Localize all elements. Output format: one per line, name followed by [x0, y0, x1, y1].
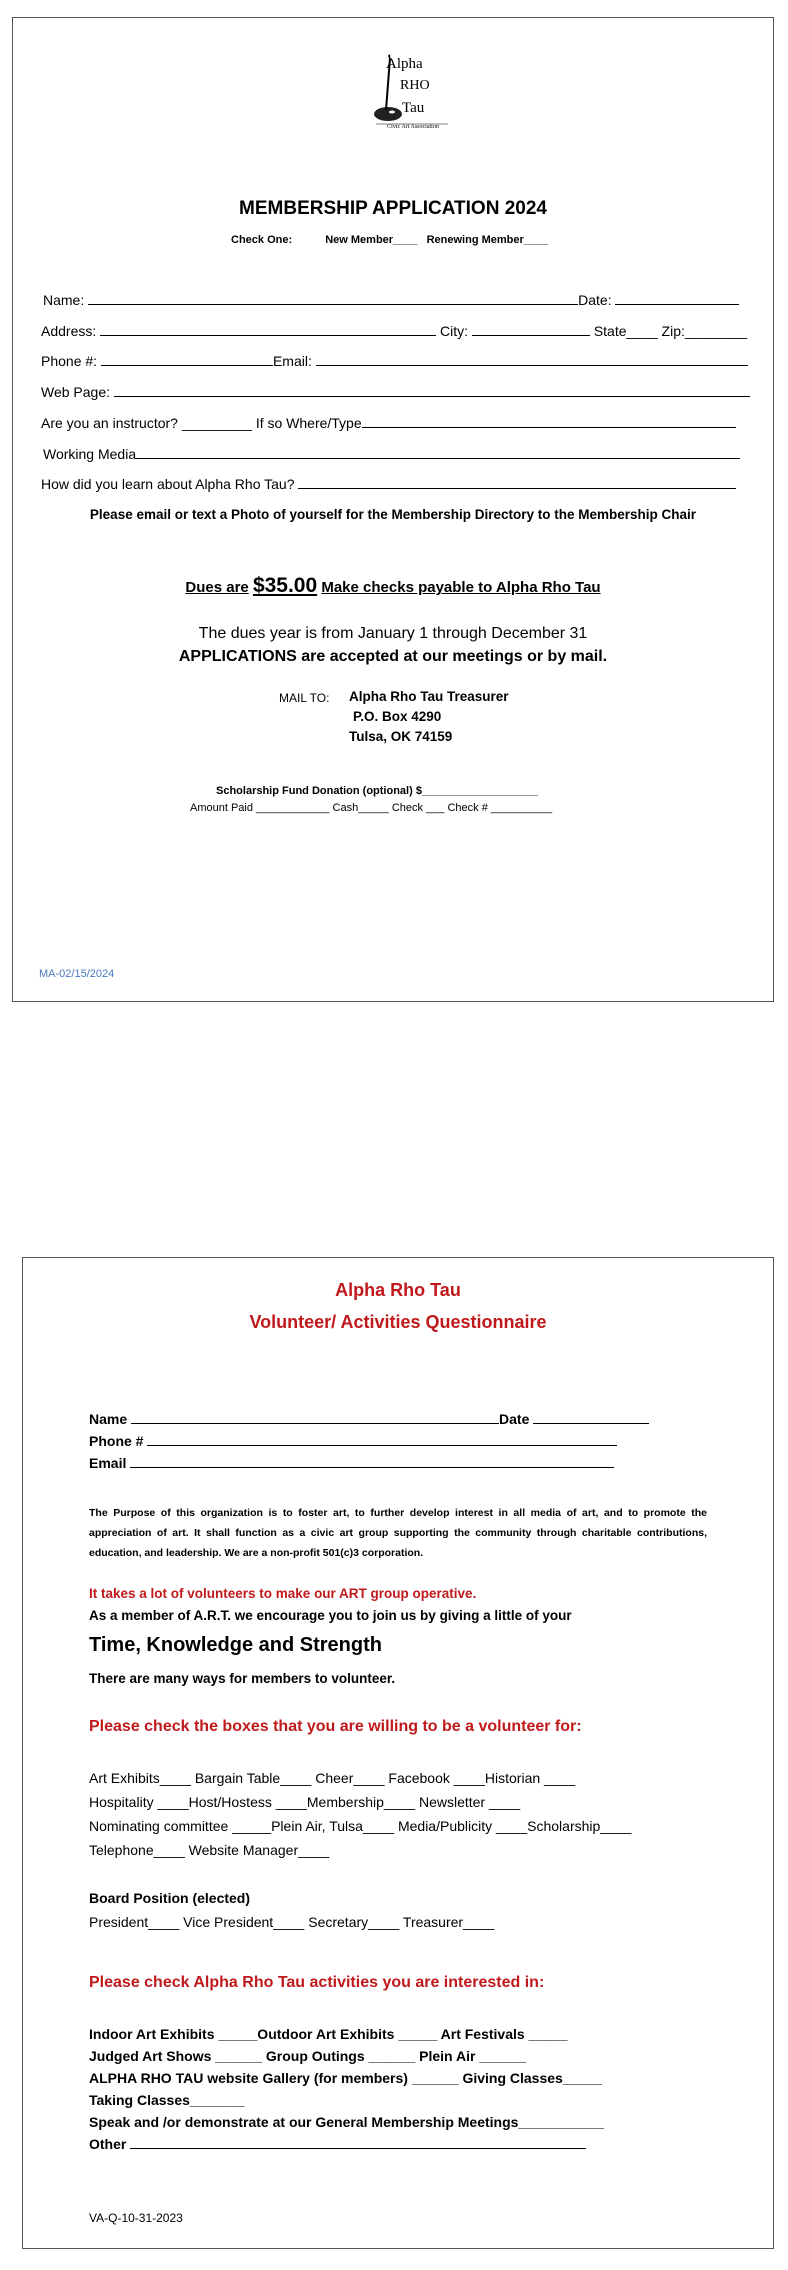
web-page-field[interactable]: [114, 384, 750, 397]
email-field[interactable]: [316, 353, 748, 366]
dues-line: [13, 574, 773, 598]
working-media-field[interactable]: [136, 446, 740, 459]
name-date-row: [43, 292, 749, 308]
check-volunteer-heading: Please check the boxes that you are willing to be a volunteer for:: [89, 1718, 582, 1735]
logo-subtitle: Civic Art Association: [387, 124, 439, 130]
activity-line-5[interactable]: Speak and /or demonstrate at our General Membership Meetings___________: [89, 2114, 605, 2130]
web-page-label: Web Page:: [41, 384, 111, 400]
board-heading: Board Position (elected): [89, 1890, 251, 1906]
logo-alpha: Alpha: [386, 56, 423, 72]
name-label: Name: [89, 1411, 128, 1427]
mail-line-1: Alpha Rho Tau Treasurer: [349, 689, 509, 704]
purpose-statement: The Purpose of this organization is to foster art, to further develop interest in all media of art, and to promote the appreciation of art. It shall function as a civic art group supporting the community through charitable contributions, education, and leadership. We are a non-profit 501(c)3 corporation.: [89, 1507, 707, 1559]
city-field[interactable]: [472, 323, 590, 336]
alpha-rho-tau-logo: [368, 48, 458, 138]
page-title: MEMBERSHIP APPLICATION 2024: [239, 198, 547, 219]
other-field[interactable]: [130, 2136, 586, 2149]
volunteer-line-2[interactable]: Hospitality ____Host/Hostess ____Membership____ Newsletter ____: [89, 1794, 521, 1810]
amount-paid-row[interactable]: Amount Paid ____________ Cash_____ Check ___ Check # __________: [190, 802, 553, 814]
name-date-row: [89, 1411, 707, 1427]
volunteer-call: It takes a lot of volunteers to make our ART group operative.: [89, 1586, 477, 1601]
mail-line-3: Tulsa, OK 74159: [349, 729, 453, 744]
dues-year-note: The dues year is from January 1 through December 31: [198, 625, 588, 642]
form-code: VA-Q-10-31-2023: [89, 2211, 183, 2225]
zip-field[interactable]: Zip:________: [661, 323, 748, 339]
volunteer-line-3[interactable]: Nominating committee _____Plein Air, Tulsa____ Media/Publicity ____Scholarship____: [89, 1818, 632, 1834]
org-name: Alpha Rho Tau: [335, 1280, 461, 1300]
form-code: MA-02/15/2024: [39, 968, 115, 980]
name-field[interactable]: [88, 292, 578, 305]
dues-amount: $35.00: [252, 574, 318, 597]
instructor-label: Are you an instructor? _________ If so Where/Type: [41, 415, 362, 431]
email-field[interactable]: [130, 1455, 614, 1468]
new-member-option[interactable]: New Member____: [325, 234, 418, 246]
questionnaire-title: Volunteer/ Activities Questionnaire: [249, 1312, 547, 1332]
activity-line-1[interactable]: Indoor Art Exhibits _____Outdoor Art Exhibits _____ Art Festivals _____: [89, 2026, 568, 2042]
date-label: Date: [499, 1411, 530, 1427]
name-field[interactable]: [131, 1411, 499, 1424]
logo-rho: RHO: [400, 78, 430, 93]
phone-label: Phone #:: [41, 353, 98, 369]
mail-line-2: P.O. Box 4290: [353, 709, 442, 724]
address-row: [41, 323, 749, 339]
logo-tau: Tau: [402, 100, 425, 116]
email-label: Email:: [272, 353, 312, 369]
volunteer-line-4[interactable]: Telephone____ Website Manager____: [89, 1842, 330, 1858]
phone-field[interactable]: [101, 353, 273, 366]
time-knowledge-strength: Time, Knowledge and Strength: [89, 1634, 382, 1656]
check-one-label: Check One:: [231, 234, 293, 246]
date-field[interactable]: [533, 1411, 649, 1424]
applications-note: APPLICATIONS are accepted at our meetings or by mail.: [178, 648, 608, 665]
renewing-member-option[interactable]: Renewing Member____: [426, 234, 549, 246]
learn-about-field[interactable]: [298, 476, 736, 489]
date-label: Date:: [578, 292, 612, 308]
activity-line-2[interactable]: Judged Art Shows ______ Group Outings ______ Plein Air ______: [89, 2048, 527, 2064]
photo-request: Please email or text a Photo of yourself for the Membership Directory to the Membership Chair: [89, 507, 697, 522]
working-media-row: [43, 446, 749, 462]
activity-line-4[interactable]: Taking Classes_______: [89, 2092, 245, 2108]
check-one-row: [231, 234, 548, 246]
learn-about-row: [41, 476, 749, 492]
volunteer-questionnaire-page: [22, 1257, 774, 2249]
working-media-label: Working Media: [43, 446, 137, 462]
other-label: Other: [89, 2136, 127, 2152]
instructor-field[interactable]: [362, 415, 736, 428]
email-label: Email: [89, 1455, 127, 1471]
phone-field[interactable]: [147, 1433, 617, 1446]
activity-line-3[interactable]: ALPHA RHO TAU website Gallery (for members) ______ Giving Classes_____: [89, 2070, 602, 2086]
check-activities-heading: Please check Alpha Rho Tau activities you are interested in:: [89, 1974, 545, 1991]
date-field[interactable]: [615, 292, 739, 305]
mail-to-label: MAIL TO:: [279, 691, 330, 705]
instructor-row: [41, 415, 749, 431]
phone-row: [89, 1433, 707, 1449]
phone-label: Phone #: [89, 1433, 144, 1449]
phone-email-row: [41, 353, 749, 369]
city-label: City:: [440, 323, 469, 339]
web-page-row: [41, 384, 749, 400]
board-line[interactable]: President____ Vice President____ Secretary____ Treasurer____: [89, 1914, 495, 1930]
learn-about-label: How did you learn about Alpha Rho Tau?: [41, 476, 295, 492]
other-row: [89, 2136, 707, 2152]
state-field[interactable]: State____: [593, 323, 658, 339]
email-row: [89, 1455, 707, 1471]
dues-prefix: Dues are: [185, 579, 249, 596]
volunteer-line-1[interactable]: Art Exhibits____ Bargain Table____ Cheer____ Facebook ____Historian ____: [89, 1770, 576, 1786]
name-label: Name:: [43, 292, 85, 308]
address-field[interactable]: [100, 323, 436, 336]
encourage-text: As a member of A.R.T. we encourage you to join us by giving a little of your: [89, 1608, 572, 1623]
membership-application-page: [12, 17, 774, 1002]
many-ways-text: There are many ways for members to volunteer.: [89, 1671, 396, 1686]
dues-suffix: Make checks payable to Alpha Rho Tau: [321, 579, 601, 596]
scholarship-donation[interactable]: Scholarship Fund Donation (optional) $___________________: [216, 785, 539, 797]
address-label: Address:: [41, 323, 97, 339]
